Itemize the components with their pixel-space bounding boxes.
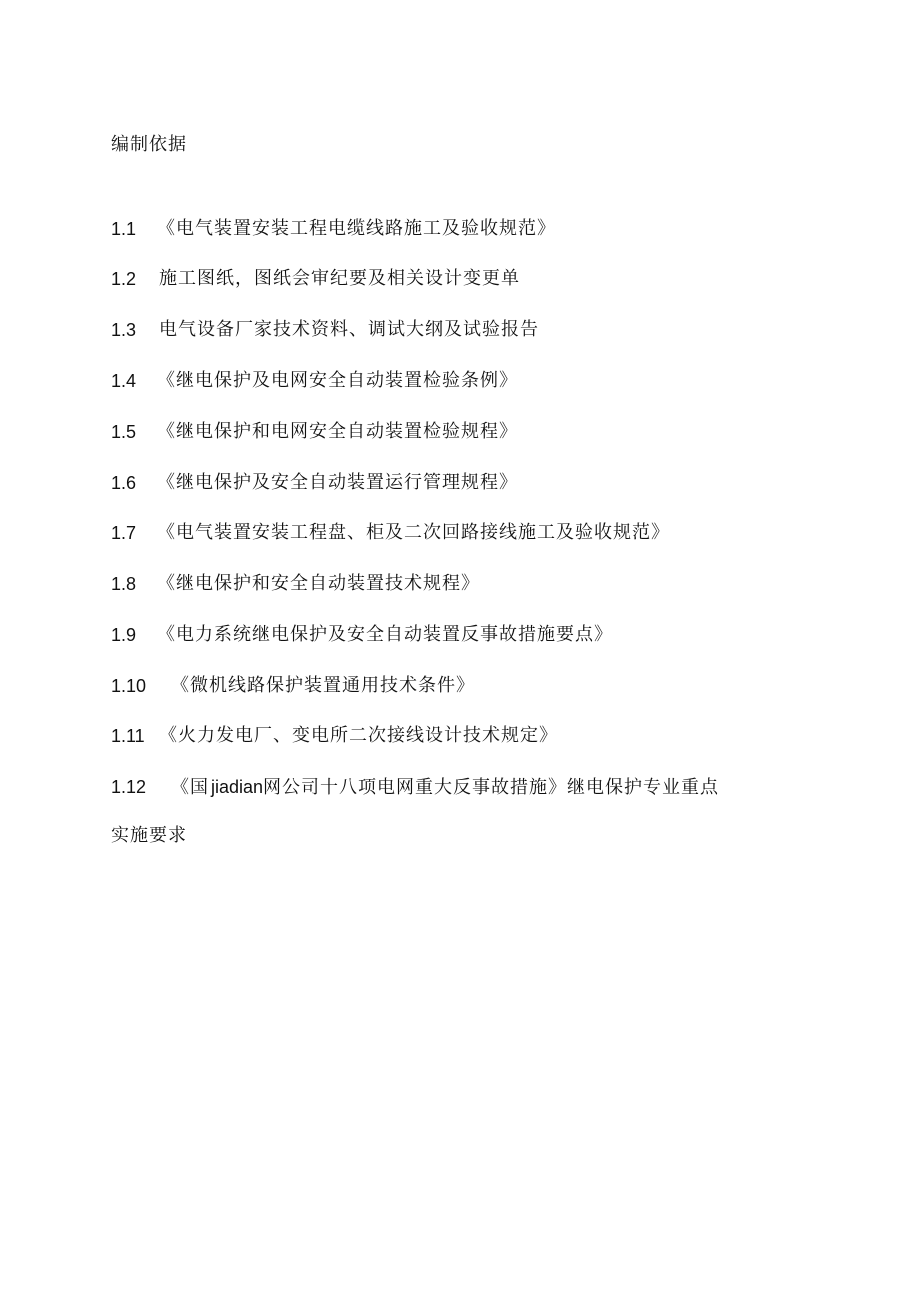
item-text: 《电力系统继电保护及安全自动装置反事故措施要点》 [157,624,613,645]
item-text: 《电气装置安装工程盘、柜及二次回路接线施工及验收规范》 [157,522,670,543]
item-number: 1.5 [111,422,137,442]
item-number: 1.1 [111,219,137,239]
item-number: 1.12 [111,777,147,797]
item-number: 1.4 [111,371,137,391]
item-text-part-a: 《国 [171,777,209,798]
list-item-1-3 [111,317,539,343]
item-text [171,774,719,801]
list-item-1-12 [111,774,719,800]
section-heading: 编制依据 [111,134,187,155]
list-item-1-10 [111,673,475,699]
item-text: 《继电保护和安全自动装置技术规程》 [157,573,480,594]
item-number: 1.2 [111,269,137,289]
item-number: 1.7 [111,523,137,543]
item-number: 1.6 [111,473,137,493]
item-text-latin: jiadian [211,777,264,797]
list-item-1-4 [111,368,518,394]
item-number: 1.9 [111,625,137,645]
item-text: 《继电保护和电网安全自动装置检验规程》 [157,421,518,442]
item-continuation: 实施要求 [111,825,187,846]
item-text: 《微机线路保护装置通用技术条件》 [171,675,475,696]
item-text: 《继电保护及电网安全自动装置检验条例》 [157,370,518,391]
list-item-1-7 [111,520,670,546]
item-text: 电气设备厂家技术资料、调试大纲及试验报告 [159,319,539,340]
item-number: 1.8 [111,574,137,594]
list-item-1-6 [111,470,518,496]
list-item-1-9 [111,622,613,648]
item-text: 《火力发电厂、变电所二次接线设计技术规定》 [159,725,558,746]
item-text: 施工图纸，图纸会审纪要及相关设计变更单 [159,268,520,289]
list-item-1-1 [111,216,556,242]
item-number: 1.10 [111,676,147,696]
list-item-1-11 [111,723,558,749]
item-text: 《电气装置安装工程电缆线路施工及验收规范》 [157,218,556,239]
list-item-1-8 [111,571,480,597]
item-text-part-b: 网公司十八项电网重大反事故措施》继电保护专业重点 [263,777,720,798]
list-item-1-5 [111,419,518,445]
item-number: 1.3 [111,320,137,340]
item-text: 《继电保护及安全自动装置运行管理规程》 [157,472,518,493]
item-number: 1.11 [111,726,145,746]
list-item-1-2 [111,266,520,292]
